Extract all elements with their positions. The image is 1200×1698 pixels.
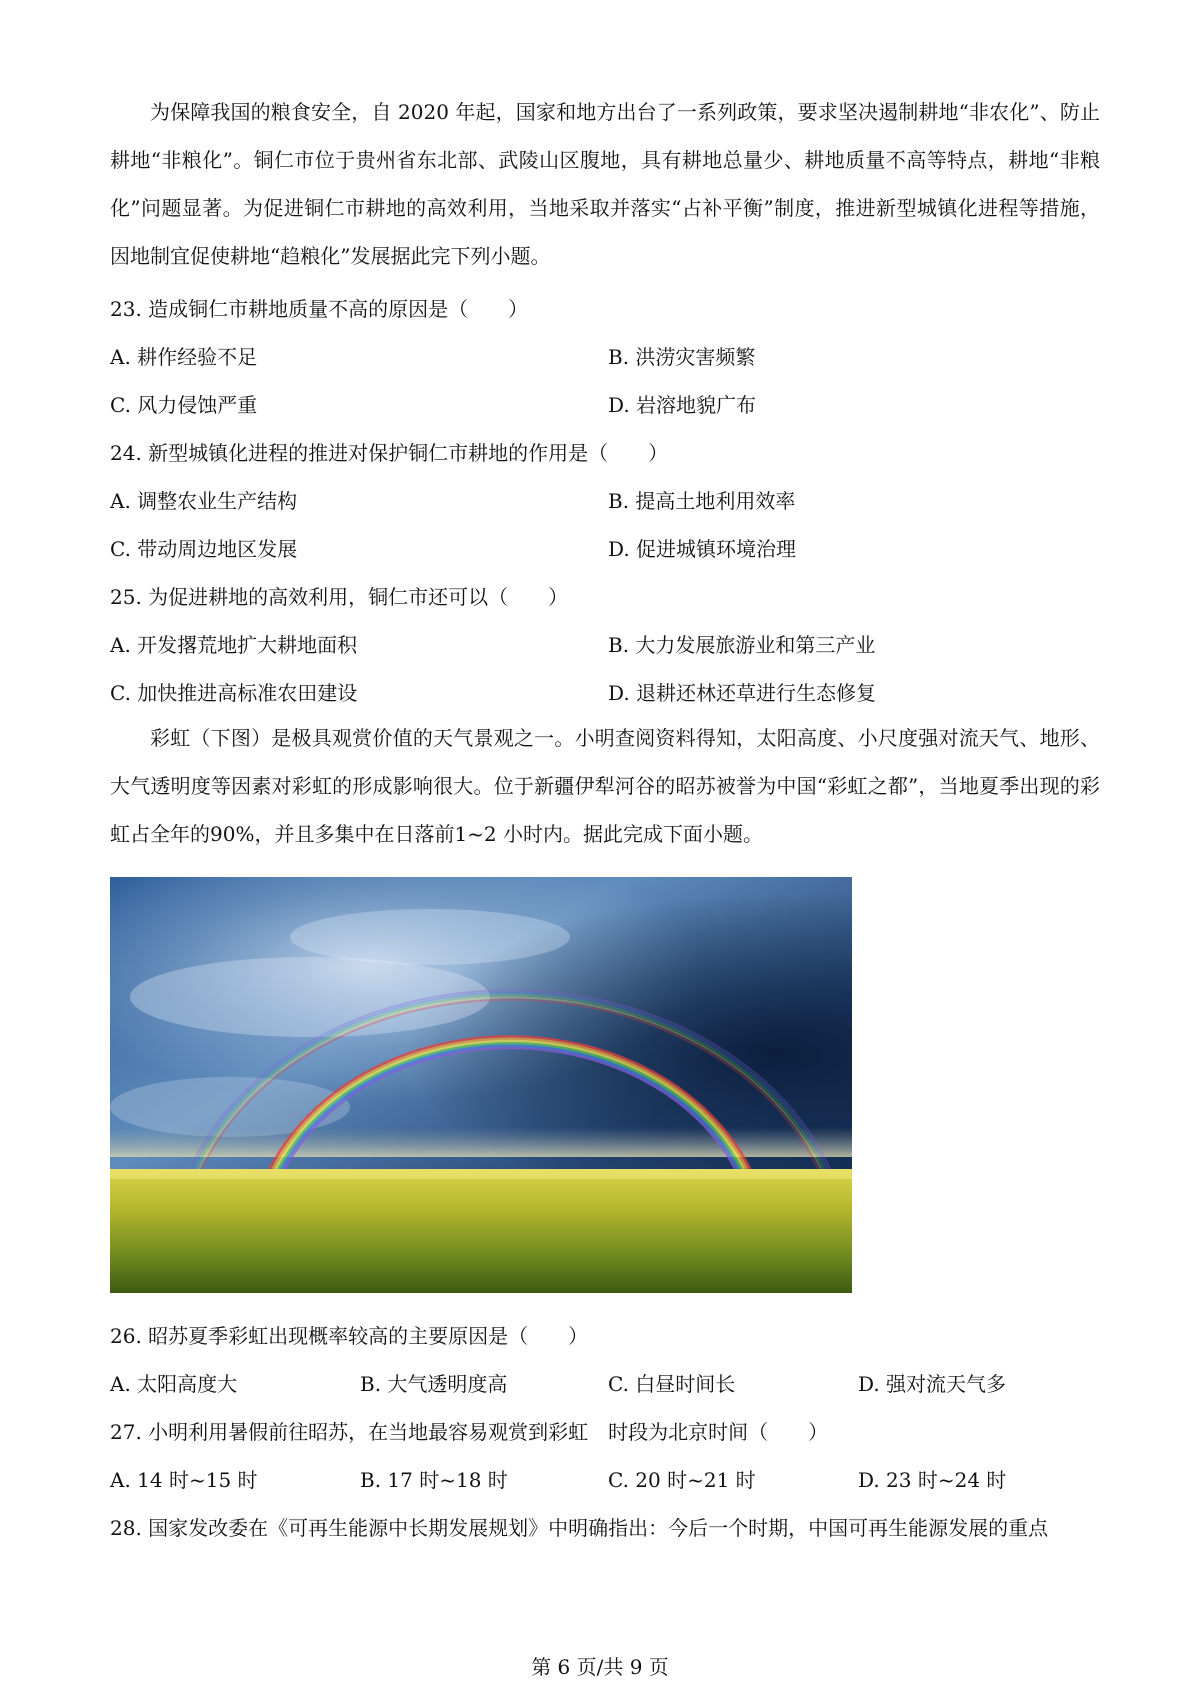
q25-option-c: C. 加快推进高标准农田建设 bbox=[110, 681, 358, 705]
question-28-stem: 28. 国家发改委在《可再生能源中长期发展规划》中明确指出：今后一个时期，中国可再生能源发展的重点 bbox=[110, 1516, 1049, 1540]
q23-option-a: A. 耕作经验不足 bbox=[110, 345, 258, 369]
q23-option-b: B. 洪涝灾害频繁 bbox=[608, 345, 756, 369]
q25-option-a: A. 开发撂荒地扩大耕地面积 bbox=[110, 633, 358, 657]
q26-option-c: C. 白昼时间长 bbox=[608, 1372, 736, 1396]
question-27-stem: 27. 小明利用暑假前往昭苏，在当地最容易观赏到彩虹 时段为北京时间（ ） bbox=[110, 1420, 829, 1444]
q26-option-b: B. 大气透明度高 bbox=[360, 1372, 508, 1396]
q25-option-d: D. 退耕还林还草进行生态修复 bbox=[608, 681, 877, 705]
question-26-stem: 26. 昭苏夏季彩虹出现概率较高的主要原因是（ ） bbox=[110, 1324, 589, 1348]
q25-option-b: B. 大力发展旅游业和第三产业 bbox=[608, 633, 876, 657]
rainbow-photo bbox=[110, 877, 852, 1293]
q27-option-b: B. 17 时~18 时 bbox=[360, 1468, 508, 1492]
q27-option-a: A. 14 时~15 时 bbox=[110, 1468, 258, 1492]
rainbow-landscape-image bbox=[110, 877, 852, 1293]
page-footer: 第 6 页/共 9 页 bbox=[531, 1655, 669, 1679]
question-24-stem: 24. 新型城镇化进程的推进对保护铜仁市耕地的作用是（ ） bbox=[110, 441, 669, 465]
passage-rainbow: 彩虹（下图）是极具观赏价值的天气景观之一。小明查阅资料得知，太阳高度、小尺度强对流天气、地形、大气透明度等因素对彩虹的形成影响很大。位于新疆伊犁河谷的昭苏被誉为中国“彩虹之都”，当地夏季出现的彩虹占全年的90%，并且多集中在日落前1~2 小时内。据此完成下面小题。 bbox=[110, 726, 1100, 846]
q24-option-a: A. 调整农业生产结构 bbox=[110, 489, 298, 513]
q23-option-d: D. 岩溶地貌广布 bbox=[608, 393, 757, 417]
q24-option-b: B. 提高土地利用效率 bbox=[608, 489, 796, 513]
q26-option-d: D. 强对流天气多 bbox=[858, 1372, 1007, 1396]
q24-option-d: D. 促进城镇环境治理 bbox=[608, 537, 797, 561]
q27-option-d: D. 23 时~24 时 bbox=[858, 1468, 1007, 1492]
q23-option-c: C. 风力侵蚀严重 bbox=[110, 393, 258, 417]
q27-option-c: C. 20 时~21 时 bbox=[608, 1468, 756, 1492]
q26-option-a: A. 太阳高度大 bbox=[110, 1372, 238, 1396]
question-25-stem: 25. 为促进耕地的高效利用，铜仁市还可以（ ） bbox=[110, 585, 569, 609]
passage-farmland: 为保障我国的粮食安全，自 2020 年起，国家和地方出台了一系列政策，要求坚决遏制耕地“非农化”、防止耕地“非粮化”。铜仁市位于贵州省东北部、武陵山区腹地，具有耕地总量少、耕地质量不高等特点，耕地“非粮化”问题显著。为促进铜仁市耕地的高效利用，当地采取并落实“占补平衡”制度，推进新型城镇化进程等措施，因地制宜促使耕地“趋粮化”发展据此完下列小题。 bbox=[110, 100, 1100, 268]
question-23-stem: 23. 造成铜仁市耕地质量不高的原因是（ ） bbox=[110, 297, 529, 321]
q24-option-c: C. 带动周边地区发展 bbox=[110, 537, 298, 561]
